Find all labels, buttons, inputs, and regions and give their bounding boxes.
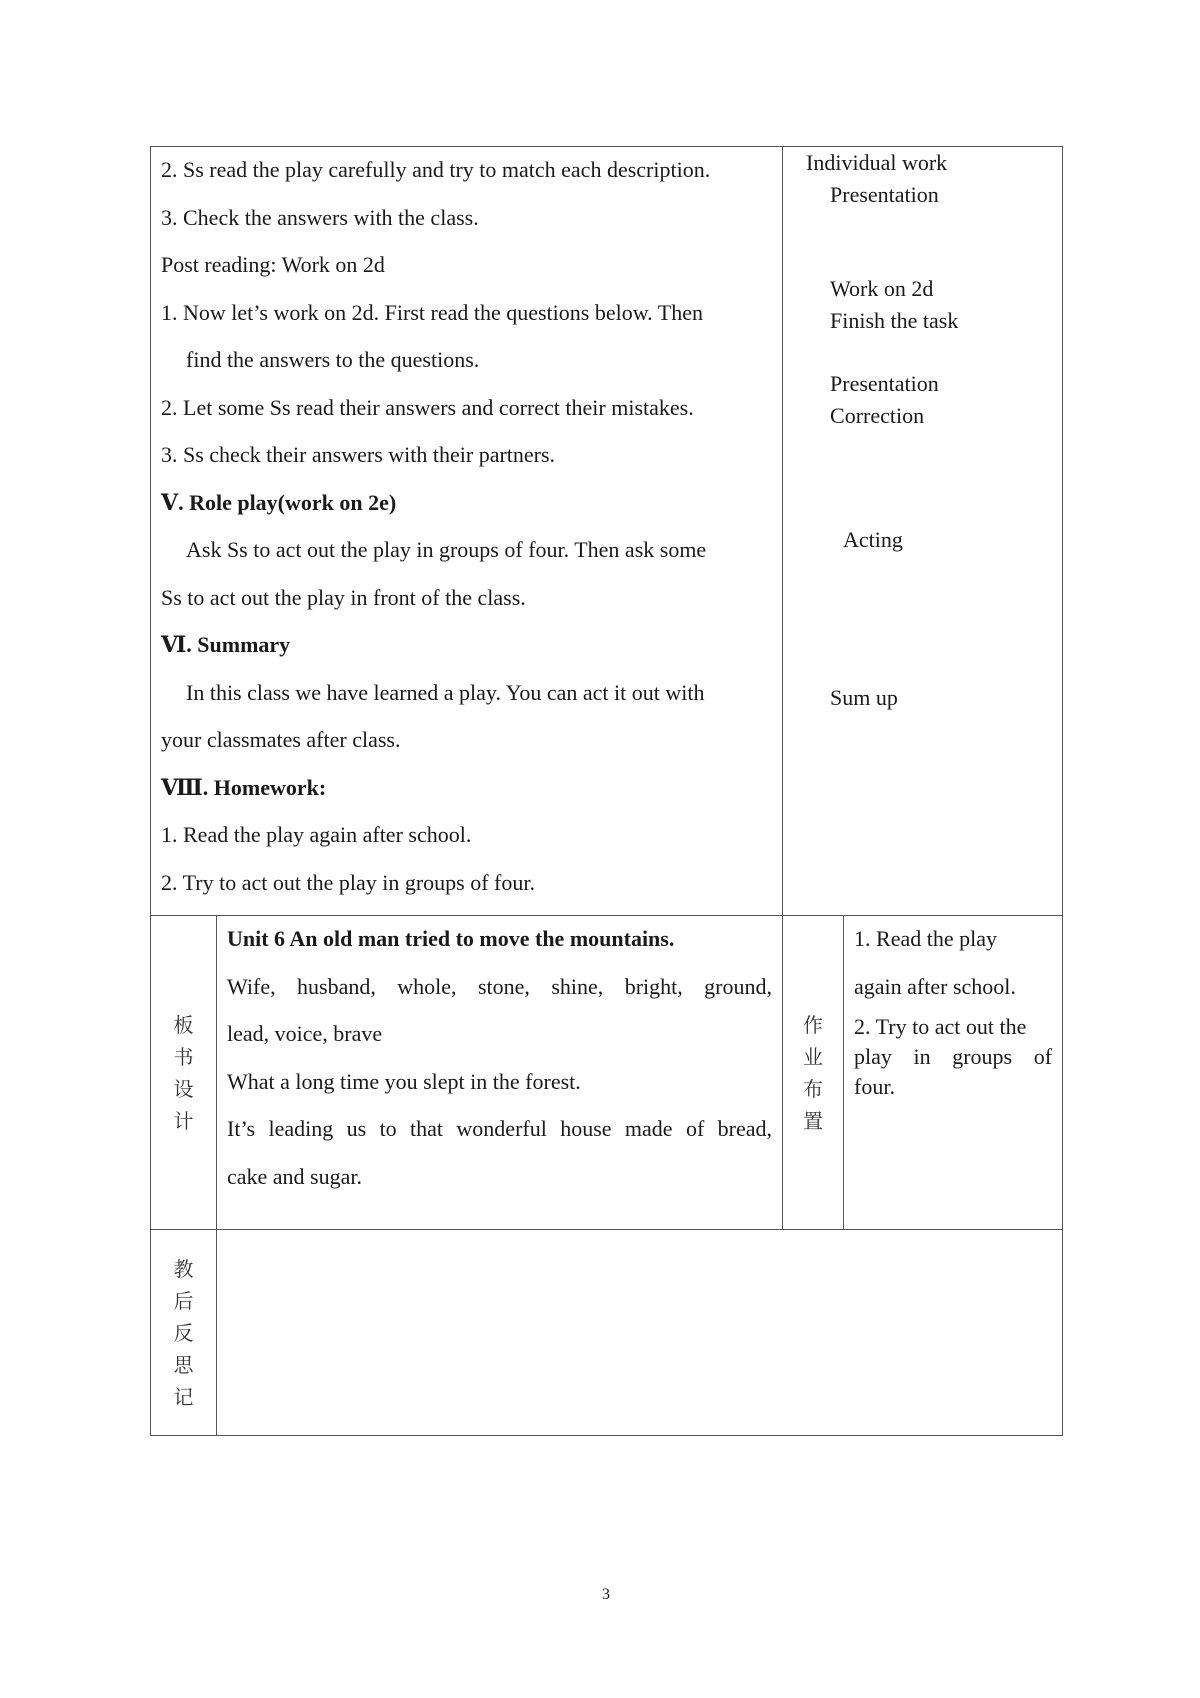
label-char: 后: [173, 1288, 194, 1313]
homework-line: 1. Read the play: [854, 926, 997, 951]
activity-acting: Acting: [843, 527, 903, 552]
label-char: 书: [173, 1044, 194, 1069]
board-sentence: It’s leading us to that wonderful house made of bread,: [227, 1116, 773, 1141]
label-char: 记: [173, 1384, 194, 1409]
activity-correction: Correction: [830, 403, 925, 428]
activity-work-on-2d: Work on 2d: [830, 276, 934, 301]
section-heading-homework: Ⅷ. Homework:: [161, 774, 327, 800]
lesson-plan-table: [150, 146, 1063, 1436]
homework-line: again after school.: [854, 973, 1016, 999]
label-char: 反: [173, 1320, 194, 1345]
procedure-line: find the answers to the questions.: [186, 347, 480, 372]
procedure-line: 2. Ss read the play carefully and try to match each description.: [161, 157, 711, 182]
procedure-line: 3. Ss check their answers with their partners.: [161, 442, 556, 467]
activity-finish-task: Finish the task: [830, 308, 959, 333]
activity-sum-up: Sum up: [830, 685, 898, 710]
board-sentence: cake and sugar.: [227, 1163, 362, 1189]
procedure-line: Post reading: Work on 2d: [161, 252, 385, 277]
student-activities-cell: [783, 147, 1063, 916]
homework-line: play in groups of: [854, 1043, 1053, 1069]
activity-individual-work: Individual work: [806, 150, 948, 175]
board-vocabulary: Wife, husband, whole, stone, shine, bright, ground,: [227, 973, 773, 999]
page-number: 3: [602, 1586, 610, 1603]
label-char: 业: [803, 1044, 824, 1069]
section-heading-role-play: Ⅴ. Role play(work on 2e): [161, 489, 397, 515]
board-title: Unit 6 An old man tried to move the mountains.: [227, 926, 675, 951]
procedure-line: In this class we have learned a play. You can act it out with: [186, 679, 705, 705]
homework-line: 2. Try to act out the: [854, 1013, 1027, 1039]
board-design-label: [151, 916, 217, 1230]
reflection-label: [151, 1230, 217, 1436]
procedure-line: 3. Check the answers with the class.: [161, 204, 479, 230]
homework-line: four.: [854, 1073, 895, 1099]
label-char: 作: [803, 1012, 824, 1037]
procedure-line: 2. Let some Ss read their answers and correct their mistakes.: [161, 394, 694, 420]
label-char: 思: [173, 1352, 194, 1377]
procedure-row: [151, 147, 1063, 916]
procedure-line: 1. Read the play again after school.: [161, 822, 472, 847]
homework-label: [783, 916, 844, 1230]
reflection-content: [217, 1230, 1063, 1436]
reflection-row: [151, 1230, 1063, 1436]
procedure-line: 1. Now let’s work on 2d. First read the questions below. Then: [161, 299, 703, 325]
procedure-line: Ask Ss to act out the play in groups of four. Then ask some: [186, 537, 707, 562]
procedure-line: 2. Try to act out the play in groups of four.: [161, 869, 535, 895]
label-char: 置: [803, 1108, 824, 1133]
teaching-procedure-cell: [151, 147, 783, 916]
homework-content: [844, 916, 1063, 1230]
procedure-line: your classmates after class.: [161, 727, 401, 752]
board-design-content: [217, 916, 783, 1230]
label-char: 布: [803, 1076, 824, 1101]
procedure-line: Ss to act out the play in front of the class.: [161, 584, 526, 610]
label-char: 设: [173, 1076, 194, 1101]
label-char: 板: [173, 1012, 194, 1037]
label-char: 教: [173, 1256, 194, 1281]
activity-presentation: Presentation: [830, 182, 939, 207]
board-sentence: What a long time you slept in the forest.: [227, 1068, 581, 1094]
label-char: 计: [173, 1108, 194, 1133]
section-heading-summary: Ⅵ. Summary: [161, 632, 291, 657]
activity-presentation: Presentation: [830, 371, 939, 396]
board-vocabulary: lead, voice, brave: [227, 1021, 383, 1046]
board-design-row: [151, 916, 1063, 1230]
